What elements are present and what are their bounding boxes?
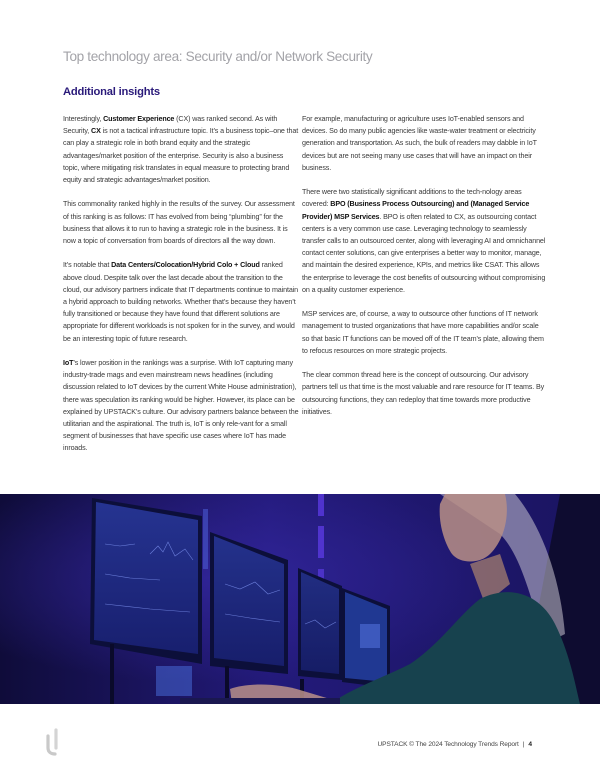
footer-separator: |: [522, 741, 525, 748]
page-number: 4: [528, 741, 532, 748]
text: ranked above cloud. Despite talk over the last decade about the transition to the cloud, our advisory partners indicate that IT departments continue to maintain a hybrid approach to building networks. Whether that’s because they haven’t fully transitioned or because they have found that different solutions are appropriate for different workloads is not spoken for in the survey, and would be an interesting topic of future research.: [63, 261, 299, 343]
paragraph-msp-services: MSP services are, of course, a way to outsource other functions of IT network management to trusted organizations that have more capabilities and/or scale so that basic IT functions can be moved off of the IT team’s plate, allowing them to refocus resources on more strategic projects.: [302, 310, 544, 355]
upstack-logo-icon: [44, 728, 64, 756]
paragraph-iot-examples: For example, manufacturing or agriculture uses IoT-enabled sensors and devices. So do many public agencies like waste-water treatment or electricity generation and transportation. As such, the bulk of readers may dabble in IoT devices but are not seeing many use cases that will have an impact on their business.: [302, 115, 537, 172]
text: There were two statistically significant additions to the tech-nology areas covered:: [302, 188, 522, 209]
photo-woman-at-monitors: [0, 494, 600, 704]
text: Interestingly,: [63, 115, 104, 123]
light-strip: [318, 526, 324, 558]
bold-term: IoT: [63, 359, 74, 368]
paragraph-data-centers: [63, 259, 301, 344]
right-column: [302, 113, 546, 430]
bold-term: Data Centers/Colocation/Hybrid Colo + Cloud: [111, 261, 260, 270]
footer-copyright: UPSTACK © The 2024 Technology Trends Report: [377, 741, 519, 748]
paragraph-cx: [63, 113, 301, 186]
section-title: Top technology area: Security and/or Network Security: [63, 49, 373, 64]
left-column: [63, 113, 301, 467]
text: (CX) was ranked second. As with Security,: [63, 115, 278, 136]
bold-term: BPO (Business Process Outsourcing) and (Managed Service Provider) MSP Services: [302, 200, 530, 221]
text: It’s notable that: [63, 261, 112, 270]
photo-illustration: [0, 494, 600, 704]
text: is not a tactical infrastructure topic. It’s a business topic–one that can play a strategic role in both brand equity and the strategic advantages/market position of the enterprise. Security is also a business topic, where mitigating risk translates in equal measure to protecting brand equity and strategic advantages/market position.: [63, 127, 299, 185]
subheading-additional-insights: Additional insights: [63, 86, 160, 98]
paragraph-commonality: This commonality ranked highly in the results of the survey. Our assessment of this ranking is as follows: IT has evolved from being “plumbing” for the business that allows it to run to having a strategic role in the business. It is now a topic of conversation from boards of directors all the way down.: [63, 200, 295, 246]
bold-term: CX: [91, 127, 101, 136]
paragraph-outsourcing: The clear common thread here is the concept of outsourcing. Our advisory partners tell us that time is the most valuable and rare resource for IT teams. By outsourcing functions, they can redeploy that time towards more productive initiatives.: [302, 371, 545, 416]
text: ’s lower position in the rankings was a surprise. With IoT capturing many industry-trade mags and even mainstream news headlines (including discussion related to IoT devices by the current White House administration), there was speculation its ranking would be higher. However, its place can be explained by UPSTACK’s culture. Our advisory partners balance between the utilitarian and the aspirational. The truth is, IoT is only rele-vant for a small segment of businesses that have specific use cases where IoT has made inroads.: [63, 359, 299, 453]
paragraph-iot: [63, 357, 301, 455]
paragraph-bpo-msp: [302, 186, 546, 296]
bold-term: Customer Experience: [103, 115, 175, 123]
footer: [377, 741, 532, 748]
text: . BPO is often related to CX, as outsourcing contact centers is a very common use case. Leveraging technology to seamlessly transfer calls to an outsourced center, along with leveraging AI and omnichannel contact center solutions, can give enterprises a better way to monitor, manage, and maintain the desired experience, KPIs, and metrics like CSAT. This allows the enterprise to leverage the cost benefits of outsourcing without compromising on a quality customer experience.: [302, 212, 546, 294]
light-strip: [318, 494, 324, 516]
